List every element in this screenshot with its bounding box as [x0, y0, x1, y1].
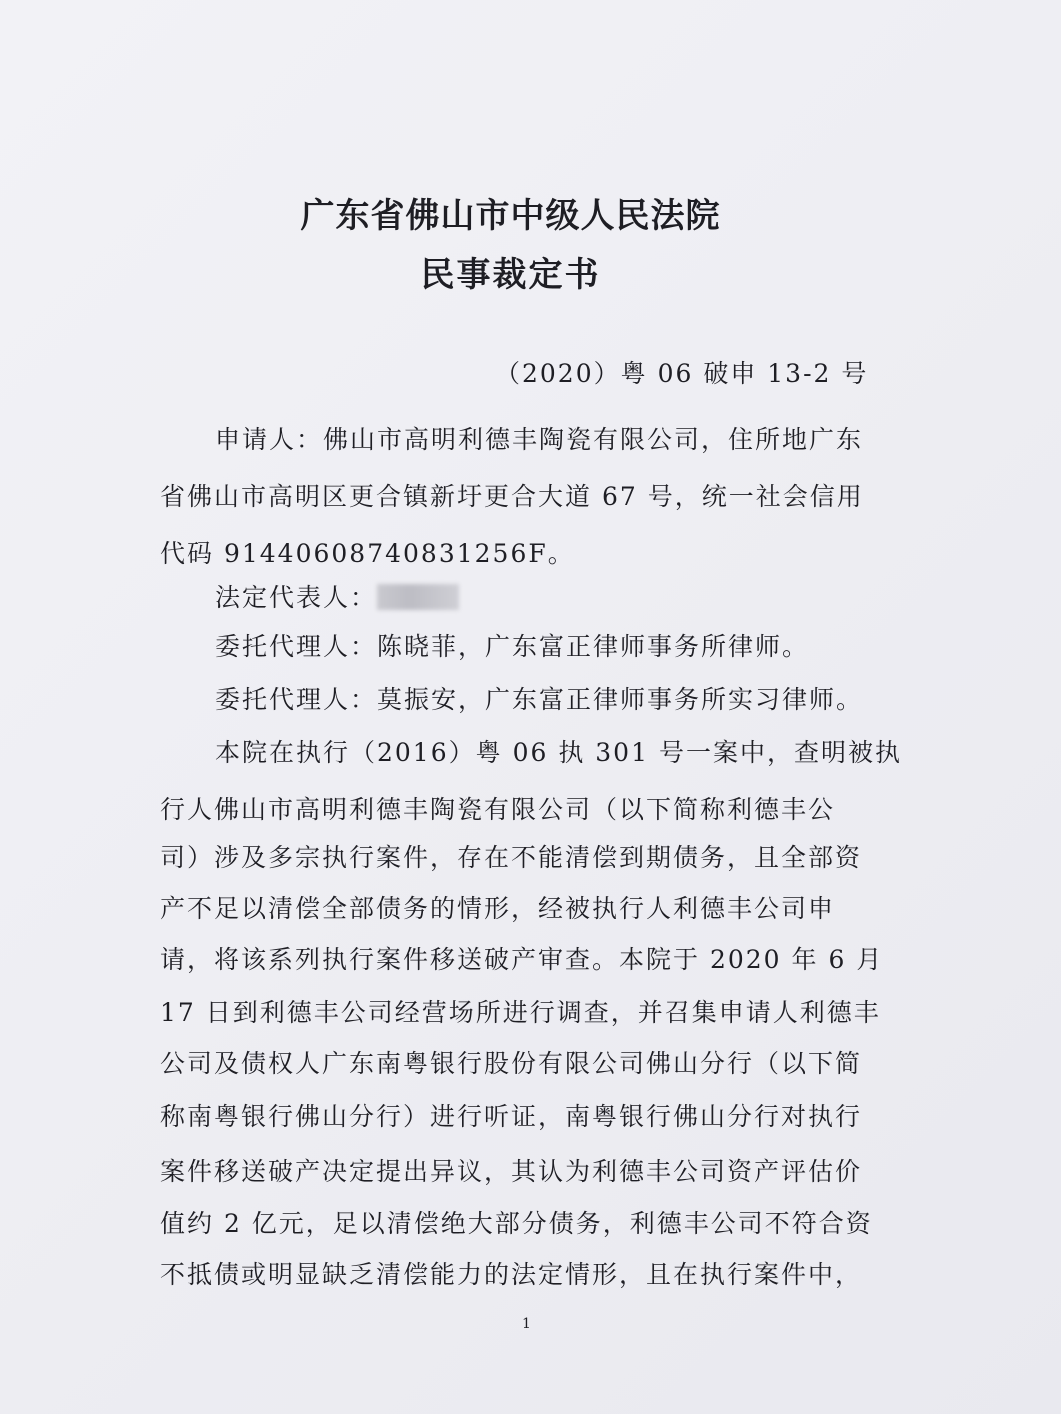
agent-line-1: 委托代理人：陈晓菲，广东富正律师事务所律师。 — [215, 632, 810, 661]
body-line: 值约 2 亿元，足以清偿绝大部分债务，利德丰公司不符合资 — [160, 1209, 873, 1238]
legal-representative — [215, 578, 459, 614]
page-number: 1 — [522, 1316, 531, 1332]
legal-representative-label: 法定代表人： — [215, 583, 378, 612]
body-line: 请，将该系列执行案件移送破产审查。本院于 2020 年 6 月 — [160, 945, 884, 974]
body-line: 公司及债权人广东南粤银行股份有限公司佛山分行（以下简 — [160, 1049, 863, 1078]
body-line: 称南粤银行佛山分行）进行听证，南粤银行佛山分行对执行 — [160, 1102, 863, 1131]
body-line: 行人佛山市高明利德丰陶瓷有限公司（以下简称利德丰公 — [160, 795, 836, 824]
redacted-name-block — [377, 584, 459, 610]
body-line: 产不足以清偿全部债务的情形，经被执行人利德丰公司申 — [160, 894, 836, 923]
document-type-title: 民事裁定书 — [420, 255, 601, 295]
case-number: （2020）粤 06 破申 13-2 号 — [495, 359, 869, 388]
applicant-line-3: 代码 91440608740831256F。 — [160, 539, 575, 568]
body-line: 本院在执行（2016）粤 06 执 301 号一案中，查明被执 — [215, 738, 902, 767]
body-line: 不抵债或明显缺乏清偿能力的法定情形，且在执行案件中， — [160, 1260, 863, 1289]
applicant-line-2: 省佛山市高明区更合镇新圩更合大道 67 号，统一社会信用 — [160, 482, 864, 511]
applicant-line-1: 申请人：佛山市高明利德丰陶瓷有限公司，住所地广东 — [215, 425, 864, 454]
body-line: 案件移送破产决定提出异议，其认为利德丰公司资产评估价 — [160, 1157, 863, 1186]
body-line: 司）涉及多宗执行案件，存在不能清偿到期债务，且全部资 — [160, 843, 863, 872]
court-name: 广东省佛山市中级人民法院 — [300, 196, 721, 236]
agent-line-2: 委托代理人：莫振安，广东富正律师事务所实习律师。 — [215, 685, 864, 714]
body-line: 17 日到利德丰公司经营场所进行调查，并召集申请人利德丰 — [160, 998, 881, 1027]
